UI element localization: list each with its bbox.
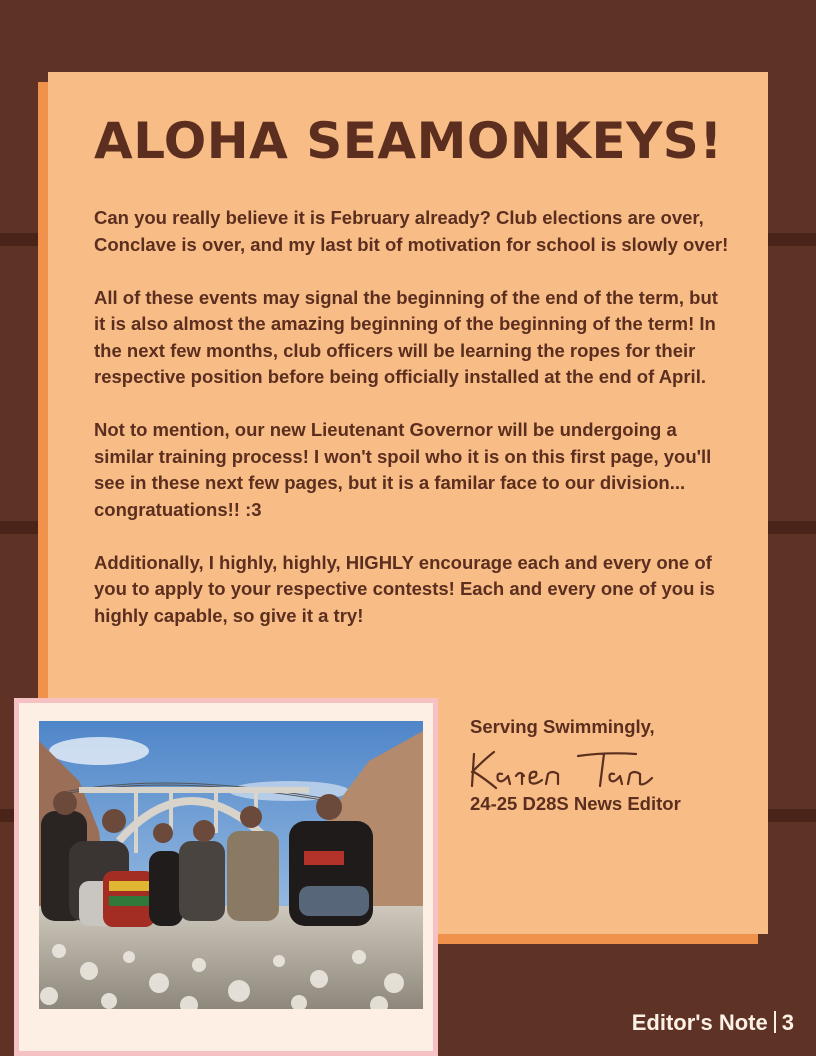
footer-section: Editor's Note bbox=[631, 1010, 768, 1035]
handwritten-signature bbox=[466, 748, 666, 792]
paragraph: Not to mention, our new Lieutenant Governor will be undergoing a similar training process! I won't spoil who it is on this first page, you'll see in these next few pages, but it is a familar face to our division... congratuations!! :3 bbox=[94, 419, 712, 520]
footer-divider bbox=[774, 1011, 776, 1033]
article-body bbox=[94, 205, 734, 656]
paragraph: Additionally, I highly, highly, HIGHLY encourage each and every one of you to apply to your respective contests! Each and every one of you is highly capable, so give it a try! bbox=[94, 551, 715, 626]
page-number: 3 bbox=[781, 1010, 794, 1035]
group-photo bbox=[39, 721, 423, 1009]
page-title: ALOHA SEAMONKEYS! bbox=[94, 112, 723, 170]
photo-frame bbox=[14, 698, 438, 1056]
signoff-role: 24-25 D28S News Editor bbox=[470, 793, 681, 814]
page-footer bbox=[632, 1010, 794, 1036]
paragraph: All of these events may signal the beginning of the end of the term, but it is also almost the amazing beginning of the beginning of the term! In the next few months, club officers will be learning the ropes for their respective position before being officially installed at the end of April. bbox=[94, 286, 718, 387]
signoff-closing: Serving Swimmingly, bbox=[470, 716, 655, 737]
paragraph: Can you really believe it is February already? Club elections are over, Conclave is over, and my last bit of motivation for school is slowly over! bbox=[94, 207, 729, 255]
